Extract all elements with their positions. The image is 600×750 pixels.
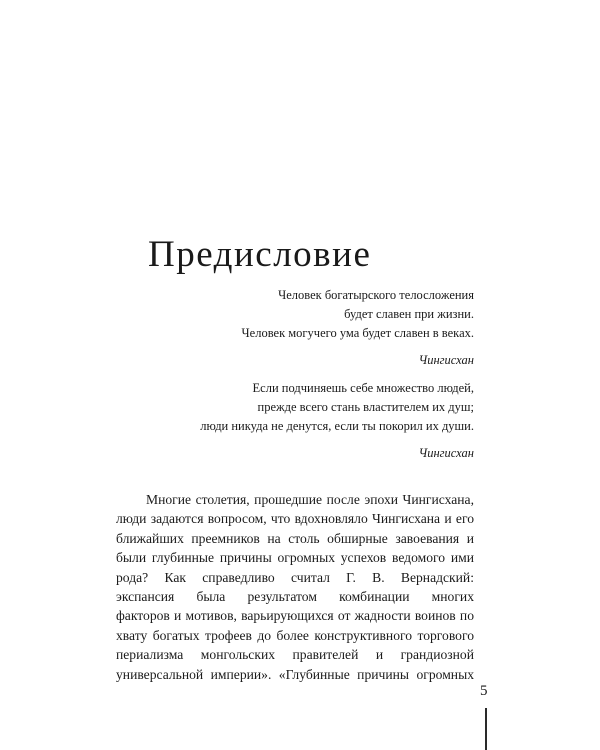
body-line: факторов и мотивов, варьирующихся от жадности воинов по [116,608,474,624]
body-line: экспансия была результатом комбинации многих [116,588,474,604]
body-line: были глубинные причины огромных успехов ведомого ими [116,550,474,566]
epigraph-author: Чингисхан [418,446,474,460]
epigraph-2 [144,379,474,463]
body-line: универсальной империи». «Глубинные причины огромных [116,666,474,682]
body-line: периализма монгольских правителей и грандиозной [116,647,474,663]
body-line: хвату богатых трофеев до более конструктивного торгового [116,627,474,643]
epigraph-author: Чингисхан [418,353,474,367]
body-line: рода? Как справедливо считал Г. В. Вернадский: [116,569,474,585]
epigraph-line: люди никуда не денутся, если ты покорил их души. [200,419,474,433]
epigraph-line: Человек богатырского телосложения [278,288,474,302]
body-line: ближайших преемников на столь обширные завоевания и [116,530,474,546]
page-number-rule [485,708,487,750]
body-line: Многие столетия, прошедшие после эпохи Чингисхана, [146,492,474,507]
epigraph-line: Если подчиняешь себе множество людей, [252,381,474,395]
chapter-title: Предисловие [148,234,372,275]
body-line: люди задаются вопросом, что вдохновляло Чингисхана и его [116,511,474,527]
epigraph-1 [144,286,474,370]
epigraph-line: прежде всего стань властителем их душ; [257,400,474,414]
epigraph-line: Человек могучего ума будет славен в веках. [241,326,474,340]
epigraph-line: будет славен при жизни. [344,307,474,321]
page-number: 5 [480,683,488,699]
body-paragraph [116,490,474,684]
